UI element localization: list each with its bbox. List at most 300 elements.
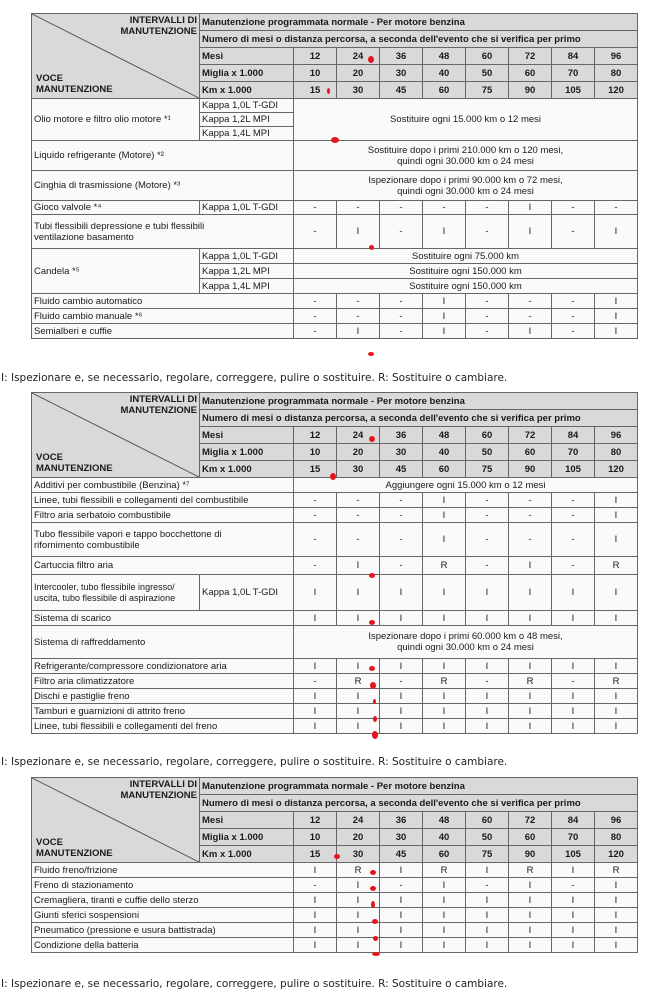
table-row xyxy=(32,171,638,201)
maintenance-table-2 xyxy=(31,392,638,734)
table-subtitle: Numero di mesi o distanza percorsa, a seconda dell'evento che si verifica per primo xyxy=(200,31,638,48)
header-interval-value: 90 xyxy=(509,82,552,99)
table-row xyxy=(32,249,638,264)
header-interval-value: 75 xyxy=(466,82,509,99)
value-cell: I xyxy=(595,704,638,719)
header-interval-value: 60 xyxy=(423,846,466,863)
value-cell: - xyxy=(337,508,380,523)
value-cell: I xyxy=(423,704,466,719)
header-row-label: Km x 1.000 xyxy=(200,461,294,478)
value-cell: I xyxy=(509,557,552,575)
value-cell: - xyxy=(466,878,509,893)
value-cell: I xyxy=(423,878,466,893)
value-cell: R xyxy=(595,863,638,878)
header-interval-value: 45 xyxy=(380,82,423,99)
table-row xyxy=(32,309,638,324)
value-cell: - xyxy=(380,878,423,893)
value-cell: I xyxy=(466,611,509,626)
value-cell: - xyxy=(294,523,337,557)
row-label: Filtro aria serbatoio combustibile xyxy=(32,508,294,523)
corner-top-label: INTERVALLI DI MANUTENZIONE xyxy=(120,15,197,37)
value-cell: I xyxy=(595,938,638,953)
value-cell: I xyxy=(380,704,423,719)
header-interval-value: 50 xyxy=(466,444,509,461)
value-cell: I xyxy=(595,523,638,557)
value-cell: - xyxy=(466,557,509,575)
value-cell: I xyxy=(294,863,337,878)
value-cell: - xyxy=(552,324,595,339)
header-interval-value: 72 xyxy=(509,812,552,829)
header-interval-value: 84 xyxy=(552,427,595,444)
table-row xyxy=(32,908,638,923)
header-interval-value: 36 xyxy=(380,48,423,65)
value-cell: I xyxy=(509,908,552,923)
value-cell: I xyxy=(337,719,380,734)
header-interval-value: 20 xyxy=(337,829,380,846)
engine-label: Kappa 1,0L T-GDI xyxy=(200,99,294,113)
corner-bottom-label: VOCE MANUTENZIONE xyxy=(36,73,113,95)
legend-text: I: Ispezionare e, se necessario, regolare, correggere, pulire o sostituire. R: Sostituire o cambiare. xyxy=(1,372,508,384)
table-row xyxy=(32,893,638,908)
value-cell: - xyxy=(552,493,595,508)
value-cell: I xyxy=(509,324,552,339)
header-interval-value: 60 xyxy=(423,461,466,478)
header-interval-value: 15 xyxy=(294,82,337,99)
corner-top-label: INTERVALLI DI MANUTENZIONE xyxy=(120,779,197,801)
value-cell: I xyxy=(423,659,466,674)
value-cell: - xyxy=(509,493,552,508)
interval-note xyxy=(294,626,638,659)
header-interval-value: 60 xyxy=(423,82,466,99)
interval-note: Sostituire ogni 15.000 km o 12 mesi xyxy=(294,99,638,141)
engine-label: Kappa 1,0L T-GDI xyxy=(200,575,294,611)
pen-mark xyxy=(369,436,375,442)
row-label: Cinghia di trasmissione (Motore) *³ xyxy=(32,171,294,201)
value-cell: - xyxy=(380,493,423,508)
header-interval-value: 70 xyxy=(552,444,595,461)
pen-mark xyxy=(370,870,376,875)
value-cell: I xyxy=(552,923,595,938)
header-interval-value: 30 xyxy=(380,65,423,82)
header-interval-value: 96 xyxy=(595,48,638,65)
value-cell: R xyxy=(337,863,380,878)
value-cell: I xyxy=(380,659,423,674)
value-cell: - xyxy=(552,523,595,557)
value-cell: I xyxy=(423,575,466,611)
row-label: Candela *⁵ xyxy=(32,249,200,294)
header-interval-value: 12 xyxy=(294,427,337,444)
note-line-1: Ispezionare dopo i primi 60.000 km o 48 mesi, xyxy=(368,631,563,642)
value-cell: I xyxy=(294,689,337,704)
pen-mark xyxy=(372,731,378,739)
label-line-1: Tubi flessibili depressione e tubi flessibili xyxy=(34,220,205,232)
pen-mark xyxy=(330,473,336,480)
header-interval-value: 40 xyxy=(423,65,466,82)
value-cell: - xyxy=(294,878,337,893)
engine-label: Kappa 1,0L T-GDI xyxy=(200,249,294,264)
value-cell: - xyxy=(509,508,552,523)
label-line-2: ventilazione basamento xyxy=(34,231,134,243)
header-interval-value: 24 xyxy=(337,48,380,65)
table-row xyxy=(32,575,638,611)
header-interval-value: 48 xyxy=(423,427,466,444)
interval-note xyxy=(294,171,638,201)
header-interval-value: 10 xyxy=(294,829,337,846)
table-row xyxy=(32,704,638,719)
pen-mark xyxy=(373,936,378,941)
engine-label: Kappa 1,0L T-GDI xyxy=(200,201,294,215)
interval-note xyxy=(294,141,638,171)
header-interval-value: 30 xyxy=(337,846,380,863)
value-cell: - xyxy=(595,201,638,215)
value-cell: I xyxy=(380,908,423,923)
value-cell: I xyxy=(466,704,509,719)
value-cell: - xyxy=(294,674,337,689)
pen-mark xyxy=(369,245,374,250)
header-interval-value: 12 xyxy=(294,48,337,65)
value-cell: I xyxy=(380,719,423,734)
header-interval-value: 60 xyxy=(509,829,552,846)
value-cell: I xyxy=(294,704,337,719)
value-cell: - xyxy=(552,309,595,324)
value-cell: I xyxy=(466,923,509,938)
row-label: Additivi per combustibile (Benzina) *⁷ xyxy=(32,478,294,493)
header-interval-value: 12 xyxy=(294,812,337,829)
value-cell: I xyxy=(423,324,466,339)
value-cell: R xyxy=(423,557,466,575)
interval-note: Sostituire ogni 150.000 km xyxy=(294,279,638,294)
value-cell: I xyxy=(595,908,638,923)
value-cell: - xyxy=(337,294,380,309)
table-row xyxy=(32,141,638,171)
header-interval-value: 30 xyxy=(380,829,423,846)
table-row xyxy=(32,215,638,249)
header-interval-value: 15 xyxy=(294,461,337,478)
note-line-1: Ispezionare dopo i primi 90.000 km o 72 mesi, xyxy=(368,174,563,186)
value-cell: I xyxy=(466,689,509,704)
value-cell: I xyxy=(423,215,466,249)
value-cell: I xyxy=(337,923,380,938)
table-subtitle: Numero di mesi o distanza percorsa, a seconda dell'evento che si verifica per primo xyxy=(200,795,638,812)
value-cell: I xyxy=(595,719,638,734)
table-row xyxy=(32,659,638,674)
value-cell: - xyxy=(466,508,509,523)
value-cell: - xyxy=(380,294,423,309)
value-cell: I xyxy=(337,938,380,953)
header-interval-value: 72 xyxy=(509,427,552,444)
pen-mark xyxy=(373,699,376,704)
value-cell: R xyxy=(509,863,552,878)
header-interval-value: 80 xyxy=(595,65,638,82)
value-cell: - xyxy=(466,523,509,557)
pen-mark xyxy=(368,352,374,356)
note-line-2: quindi ogni 30.000 km o 24 mesi xyxy=(397,642,534,653)
value-cell: - xyxy=(294,201,337,215)
value-cell: I xyxy=(509,878,552,893)
value-cell: - xyxy=(380,674,423,689)
header-interval-value: 120 xyxy=(595,82,638,99)
label-line-2: rifornimento combustibile xyxy=(34,539,140,551)
header-row-label: Miglia x 1.000 xyxy=(200,829,294,846)
value-cell: - xyxy=(380,557,423,575)
header-row-label: Mesi xyxy=(200,812,294,829)
value-cell: I xyxy=(423,493,466,508)
value-cell: R xyxy=(337,674,380,689)
table-row xyxy=(32,508,638,523)
header-interval-value: 60 xyxy=(466,48,509,65)
value-cell: I xyxy=(595,294,638,309)
value-cell: I xyxy=(466,719,509,734)
row-label: Cremagliera, tiranti e cuffie dello sterzo xyxy=(32,893,294,908)
pen-mark xyxy=(373,716,377,722)
value-cell: - xyxy=(509,294,552,309)
value-cell: I xyxy=(595,923,638,938)
header-interval-value: 90 xyxy=(509,846,552,863)
value-cell: I xyxy=(552,659,595,674)
row-label xyxy=(32,215,294,249)
header-row-label: Miglia x 1.000 xyxy=(200,444,294,461)
interval-note: Sostituire ogni 150.000 km xyxy=(294,264,638,279)
engine-label: Kappa 1,4L MPI xyxy=(200,279,294,294)
header-interval-value: 40 xyxy=(423,444,466,461)
value-cell: I xyxy=(509,689,552,704)
table-row xyxy=(32,674,638,689)
header-interval-value: 10 xyxy=(294,65,337,82)
value-cell: I xyxy=(423,923,466,938)
value-cell: R xyxy=(595,557,638,575)
pen-mark xyxy=(372,919,378,924)
corner-bottom-label: VOCE MANUTENZIONE xyxy=(36,837,113,859)
value-cell: I xyxy=(595,215,638,249)
value-cell: - xyxy=(294,309,337,324)
header-corner xyxy=(32,778,200,863)
value-cell: R xyxy=(595,674,638,689)
row-label xyxy=(32,575,200,611)
header-interval-value: 70 xyxy=(552,829,595,846)
value-cell: I xyxy=(552,704,595,719)
value-cell: I xyxy=(294,611,337,626)
value-cell: I xyxy=(509,704,552,719)
value-cell: - xyxy=(294,508,337,523)
value-cell: I xyxy=(552,908,595,923)
value-cell: - xyxy=(294,294,337,309)
value-cell: - xyxy=(294,215,337,249)
value-cell: I xyxy=(509,611,552,626)
row-label: Giunti sferici sospensioni xyxy=(32,908,294,923)
pen-mark xyxy=(327,88,330,94)
table-row xyxy=(32,719,638,734)
row-label: Pneumatico (pressione e usura battistrada) xyxy=(32,923,294,938)
interval-note: Sostituire ogni 75.000 km xyxy=(294,249,638,264)
value-cell: I xyxy=(423,893,466,908)
header-interval-value: 15 xyxy=(294,846,337,863)
value-cell: I xyxy=(595,878,638,893)
row-label: Cartuccia filtro aria xyxy=(32,557,294,575)
table-row xyxy=(32,863,638,878)
header-interval-value: 75 xyxy=(466,461,509,478)
table-row xyxy=(32,478,638,493)
note-line-2: quindi ogni 30.000 km o 24 mesi xyxy=(397,185,534,197)
value-cell: I xyxy=(466,938,509,953)
header-interval-value: 60 xyxy=(509,65,552,82)
value-cell: I xyxy=(509,719,552,734)
value-cell: I xyxy=(294,938,337,953)
value-cell: I xyxy=(337,557,380,575)
header-interval-value: 70 xyxy=(552,65,595,82)
header-interval-value: 105 xyxy=(552,82,595,99)
table-row xyxy=(32,294,638,309)
value-cell: - xyxy=(466,674,509,689)
engine-label: Kappa 1,2L MPI xyxy=(200,113,294,127)
table-row xyxy=(32,324,638,339)
row-label: Refrigerante/compressore condizionatore aria xyxy=(32,659,294,674)
row-label: Olio motore e filtro olio motore *¹ xyxy=(32,99,200,141)
header-interval-value: 105 xyxy=(552,846,595,863)
label-line-1: Intercooler, tubo flessibile ingresso/ xyxy=(34,581,175,592)
table-title: Manutenzione programmata normale - Per motore benzina xyxy=(200,14,638,31)
value-cell: - xyxy=(380,508,423,523)
row-label xyxy=(32,523,294,557)
pen-mark xyxy=(334,854,340,859)
value-cell: I xyxy=(509,201,552,215)
header-interval-value: 105 xyxy=(552,461,595,478)
value-cell: I xyxy=(466,575,509,611)
row-label: Filtro aria climatizzatore xyxy=(32,674,294,689)
table-row xyxy=(32,99,638,113)
header-interval-value: 45 xyxy=(380,846,423,863)
maintenance-table-1 xyxy=(31,13,638,339)
value-cell: I xyxy=(337,908,380,923)
header-interval-value: 24 xyxy=(337,812,380,829)
value-cell: I xyxy=(423,689,466,704)
value-cell: I xyxy=(595,493,638,508)
legend-text: I: Ispezionare e, se necessario, regolare, correggere, pulire o sostituire. R: Sostituire o cambiare. xyxy=(1,756,508,768)
header-interval-value: 90 xyxy=(509,461,552,478)
value-cell: - xyxy=(466,493,509,508)
value-cell: - xyxy=(509,523,552,557)
engine-label: Kappa 1,4L MPI xyxy=(200,127,294,141)
value-cell: I xyxy=(423,908,466,923)
value-cell: I xyxy=(595,659,638,674)
pen-mark xyxy=(372,952,380,956)
value-cell: I xyxy=(294,659,337,674)
row-label: Sistema di scarico xyxy=(32,611,294,626)
row-label: Fluido cambio manuale *⁶ xyxy=(32,309,294,324)
table-row xyxy=(32,523,638,557)
value-cell: I xyxy=(595,575,638,611)
header-interval-value: 60 xyxy=(466,427,509,444)
header-interval-value: 30 xyxy=(337,82,380,99)
header-interval-value: 10 xyxy=(294,444,337,461)
value-cell: I xyxy=(380,575,423,611)
header-interval-value: 60 xyxy=(509,444,552,461)
header-interval-value: 48 xyxy=(423,812,466,829)
header-row-label: Mesi xyxy=(200,48,294,65)
value-cell: I xyxy=(595,309,638,324)
maintenance-table-3 xyxy=(31,777,638,953)
value-cell: I xyxy=(380,863,423,878)
corner-top-label: INTERVALLI DI MANUTENZIONE xyxy=(120,394,197,416)
value-cell: I xyxy=(380,611,423,626)
value-cell: I xyxy=(423,508,466,523)
row-label: Dischi e pastiglie freno xyxy=(32,689,294,704)
value-cell: I xyxy=(294,575,337,611)
header-interval-value: 75 xyxy=(466,846,509,863)
value-cell: R xyxy=(509,674,552,689)
interval-note: Aggiungere ogni 15.000 km o 12 mesi xyxy=(294,478,638,493)
table-row xyxy=(32,878,638,893)
header-row-label: Miglia x 1.000 xyxy=(200,65,294,82)
value-cell: - xyxy=(337,309,380,324)
table-row xyxy=(32,923,638,938)
value-cell: - xyxy=(466,324,509,339)
header-interval-value: 120 xyxy=(595,846,638,863)
note-line-1: Sostituire dopo i primi 210.000 km o 120 mesi, xyxy=(367,144,564,156)
value-cell: - xyxy=(337,493,380,508)
table-title: Manutenzione programmata normale - Per motore benzina xyxy=(200,778,638,795)
value-cell: I xyxy=(337,575,380,611)
value-cell: I xyxy=(337,893,380,908)
value-cell: I xyxy=(466,908,509,923)
header-interval-value: 60 xyxy=(466,812,509,829)
value-cell: I xyxy=(466,659,509,674)
table-title: Manutenzione programmata normale - Per motore benzina xyxy=(200,393,638,410)
header-interval-value: 50 xyxy=(466,65,509,82)
table-row xyxy=(32,626,638,659)
value-cell: - xyxy=(337,201,380,215)
corner-bottom-label: VOCE MANUTENZIONE xyxy=(36,452,113,474)
value-cell: I xyxy=(552,689,595,704)
value-cell: I xyxy=(423,523,466,557)
label-line-2: uscita, tubo flessibile di aspirazione xyxy=(34,592,176,603)
header-corner xyxy=(32,393,200,478)
row-label: Linee, tubi flessibili e collegamenti del combustibile xyxy=(32,493,294,508)
header-interval-value: 20 xyxy=(337,444,380,461)
value-cell: I xyxy=(337,878,380,893)
table-row xyxy=(32,201,638,215)
value-cell: I xyxy=(380,689,423,704)
value-cell: R xyxy=(423,674,466,689)
row-label: Freno di stazionamento xyxy=(32,878,294,893)
value-cell: - xyxy=(552,878,595,893)
value-cell: - xyxy=(466,309,509,324)
header-interval-value: 50 xyxy=(466,829,509,846)
header-interval-value: 96 xyxy=(595,427,638,444)
value-cell: I xyxy=(595,689,638,704)
header-interval-value: 84 xyxy=(552,812,595,829)
header-interval-value: 45 xyxy=(380,461,423,478)
pen-mark xyxy=(370,682,376,689)
value-cell: - xyxy=(466,294,509,309)
value-cell: I xyxy=(509,659,552,674)
value-cell: I xyxy=(294,893,337,908)
header-interval-value: 80 xyxy=(595,829,638,846)
row-label: Tamburi e guarnizioni di attrito freno xyxy=(32,704,294,719)
pen-mark xyxy=(370,886,376,891)
value-cell: I xyxy=(552,611,595,626)
value-cell: I xyxy=(294,908,337,923)
table-row xyxy=(32,493,638,508)
value-cell: I xyxy=(509,923,552,938)
header-interval-value: 30 xyxy=(380,444,423,461)
table-row xyxy=(32,938,638,953)
row-label: Fluido freno/frizione xyxy=(32,863,294,878)
value-cell: - xyxy=(552,674,595,689)
value-cell: - xyxy=(466,215,509,249)
header-interval-value: 36 xyxy=(380,427,423,444)
header-interval-value: 24 xyxy=(337,427,380,444)
value-cell: I xyxy=(595,508,638,523)
